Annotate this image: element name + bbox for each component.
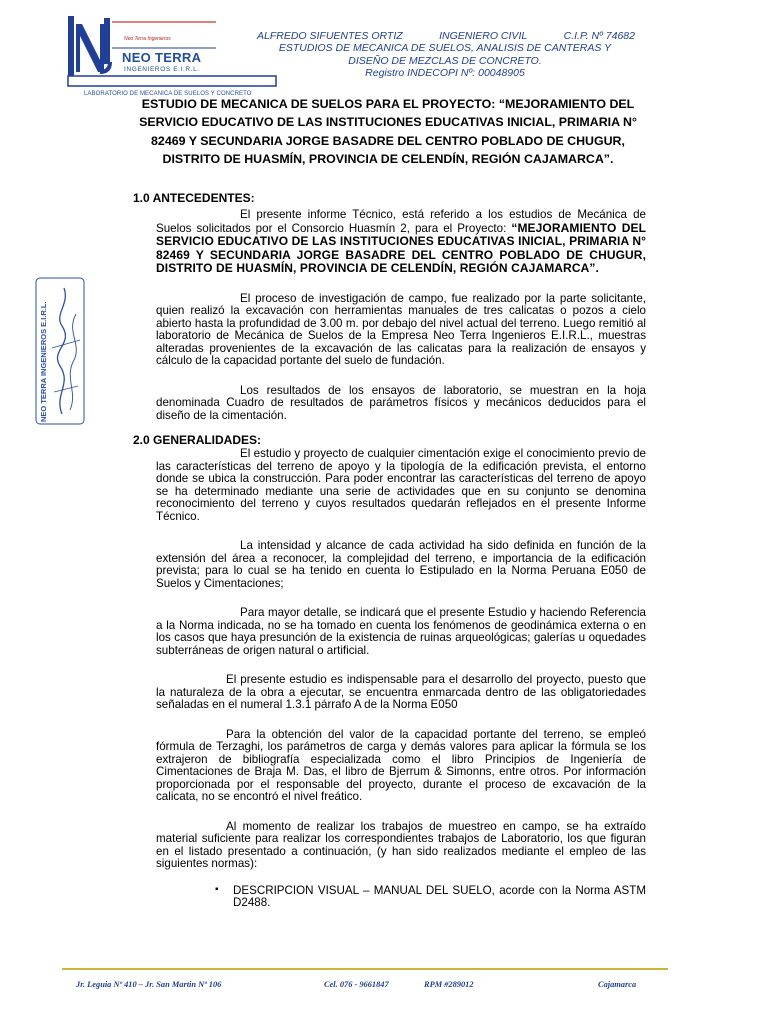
indecopi-registry: Registro INDECOPI Nº: 00048905 — [365, 67, 525, 80]
services-line-1: ESTUDIOS DE MECANICA DE SUELOS, ANALISIS DE CANTERAS Y — [278, 42, 612, 55]
stamp-text: NEO TERRA INGENIEROS E.I.R.L. — [39, 301, 48, 422]
document-title: ESTUDIO DE MECANICA DE SUELOS PARA EL PROYECTO: “MEJORAMIENTO DEL SERVICIO EDUCATIVO DE LAS INSTITUCIONES EDUCATIVAS INICIAL, PRIMARIA N° 82469 Y SECUNDARIA JORGE BASADRE DEL CENTRO POBLADO DE CHUGUR, DISTRITO DE HUASMÍN, PROVINCIA DE CELENDÍN, REGIÓN CAJAMARCA”. — [139, 97, 637, 167]
section-heading-antecedentes: 1.0 ANTECEDENTES: — [133, 191, 255, 205]
paragraph-generalidades-2: La intensidad y alcance de cada actividad ha sido definida en función de la extensión del área a reconocer, la complejidad del terreno, e importancia de la edificación prevista; para lo cual se ha tenido en cuenta lo Estipulado en la Norma Peruana E050 de Suelos y Cimentaciones; — [156, 539, 646, 590]
letterhead-info — [245, 30, 645, 80]
engineer-profession: INGENIERO CIVIL — [439, 30, 528, 42]
logo-lab-band: LABORATORIO DE MECANICA DE SUELOS Y CONCRETO — [84, 91, 252, 97]
engineer-cip: C.I.P. Nº 74682 — [563, 30, 635, 42]
logo-company-name: NEO TERRA — [122, 50, 202, 65]
document-body — [131, 191, 646, 910]
paragraph-antecedentes-1-text: El presente informe Técnico, está referido a los estudios de Mecánica de Suelos solicitados por el Consorcio Huasmín 2, para el Proyecto: — [156, 208, 646, 235]
letterhead-engineer-row — [245, 30, 645, 42]
paragraph-generalidades-1: El estudio y proyecto de cualquier cimentación exige el conocimiento previo de las características del terreno de apoyo y la tipología de la edificación prevista, el entorno donde se ubica la construcción. Para poder encontrar las características del terreno de apoyo se ha determinado mediante una serie de actividades que en su conjunto se denomina reconocimiento del terreno y cuyos resultados quedarán reflejados en el presente Informe Técnico. — [156, 447, 646, 523]
paragraph-generalidades-4: El presente estudio es indispensable para el desarrollo del proyecto, puesto que la naturaleza de la obra a ejecutar, se encuentra enmarcada dentro de las obligatoriedades señaladas en el numeral 1.3.1 párrafo A de la Norma E050 — [156, 673, 646, 711]
section-heading-generalidades: 2.0 GENERALIDADES: — [133, 433, 262, 447]
footer-phone: Cel. 076 - 9661847 — [324, 980, 389, 989]
footer-divider — [62, 968, 668, 970]
paragraph-generalidades-5: Para la obtención del valor de la capacidad portante del terreno, se empleó fórmula de Terzaghi, los parámetros de carga y demás valores para aplicar la fórmula se los extrajeron de bibliografía especializada como el libro Principios de Ingeniería de Cimentaciones de Braja M. Das, el libro de Bjerrum & Simonns, entre otros. Por información proporcionada por el responsable del proyecto, durante el proceso de excavación de la calicata, no se encontró el nivel freático. — [156, 727, 646, 803]
logo-company-sub: INGENIEROS E.I.R.L. — [124, 66, 200, 73]
paragraph-generalidades-3: Para mayor detalle, se indicará que el presente Estudio y haciendo Referencia a la Norma indicada, no se ha tomado en cuenta los fenómenos de geodinámica externa o en los casos que haya presunción de la existencia de ruinas arqueológicas; galerías u oquedades subterráneas de origen natural o artificial. — [156, 606, 646, 657]
footer-address: Jr. Leguia Nº 410 – Jr. San Martin Nº 106 — [76, 980, 222, 989]
engineer-name: ALFREDO SIFUENTES ORTIZ — [257, 30, 403, 42]
list-item: ▪ DESCRIPCION VISUAL – MANUAL DEL SUELO, acorde con la Norma ASTM D2488. — [233, 885, 646, 910]
logo-mark-text: Neo Terra Ingenieros — [124, 36, 171, 42]
footer-rpm: RPM #289012 — [424, 980, 474, 989]
services-line-2: DISEÑO DE MEZCLAS DE CONCRETO. — [348, 54, 542, 67]
footer-city: Cajamarca — [598, 980, 637, 989]
paragraph-antecedentes-1 — [156, 209, 646, 276]
signature-stamp — [34, 274, 86, 429]
project-name-bold: “MEJORAMIENTO DEL SERVICIO EDUCATIVO DE LAS INSTITUCIONES EDUCATIVAS INICIAL, PRIMARIA N° 82469 Y SECUNDARIA JORGE BASADRE DEL CENTRO POBLADO DE CHUGUR, DISTRITO DE HUASMÍN, PROVINCIA DE CELENDÍN, REGIÓN CAJAMARCA”. — [156, 220, 646, 275]
paragraph-antecedentes-2: El proceso de investigación de campo, fue realizado por la parte solicitante, quien realizó la excavación con herramientas manuales de tres calicatas o pozos a cielo abierto hasta la profundidad de 3.00 m. por debajo del nivel actual del terreno. Luego remitió al laboratorio de Mecánica de Suelos de la Empresa Neo Terra Ingenieros E.I.R.L., muestras alteradas provenientes de la excavación de las calicatas para la realización de ensayos y cálculo de la capacidad portante del suelo de fundación. — [156, 291, 646, 367]
paragraph-antecedentes-3: Los resultados de los ensayos de laboratorio, se muestran en la hoja denominada Cuadro de resultados de parámetros físicos y mecánicos deducidos para el diseño de la cimentación. — [156, 383, 646, 422]
paragraph-generalidades-6: Al momento de realizar los trabajos de muestreo en campo, se ha extraído material suficiente para realizar los correspondientes trabajos de Laboratorio, los que figuran en el listado presentado a continuación, (y han sido realizados mediante el empleo de las siguientes normas): — [156, 819, 646, 870]
